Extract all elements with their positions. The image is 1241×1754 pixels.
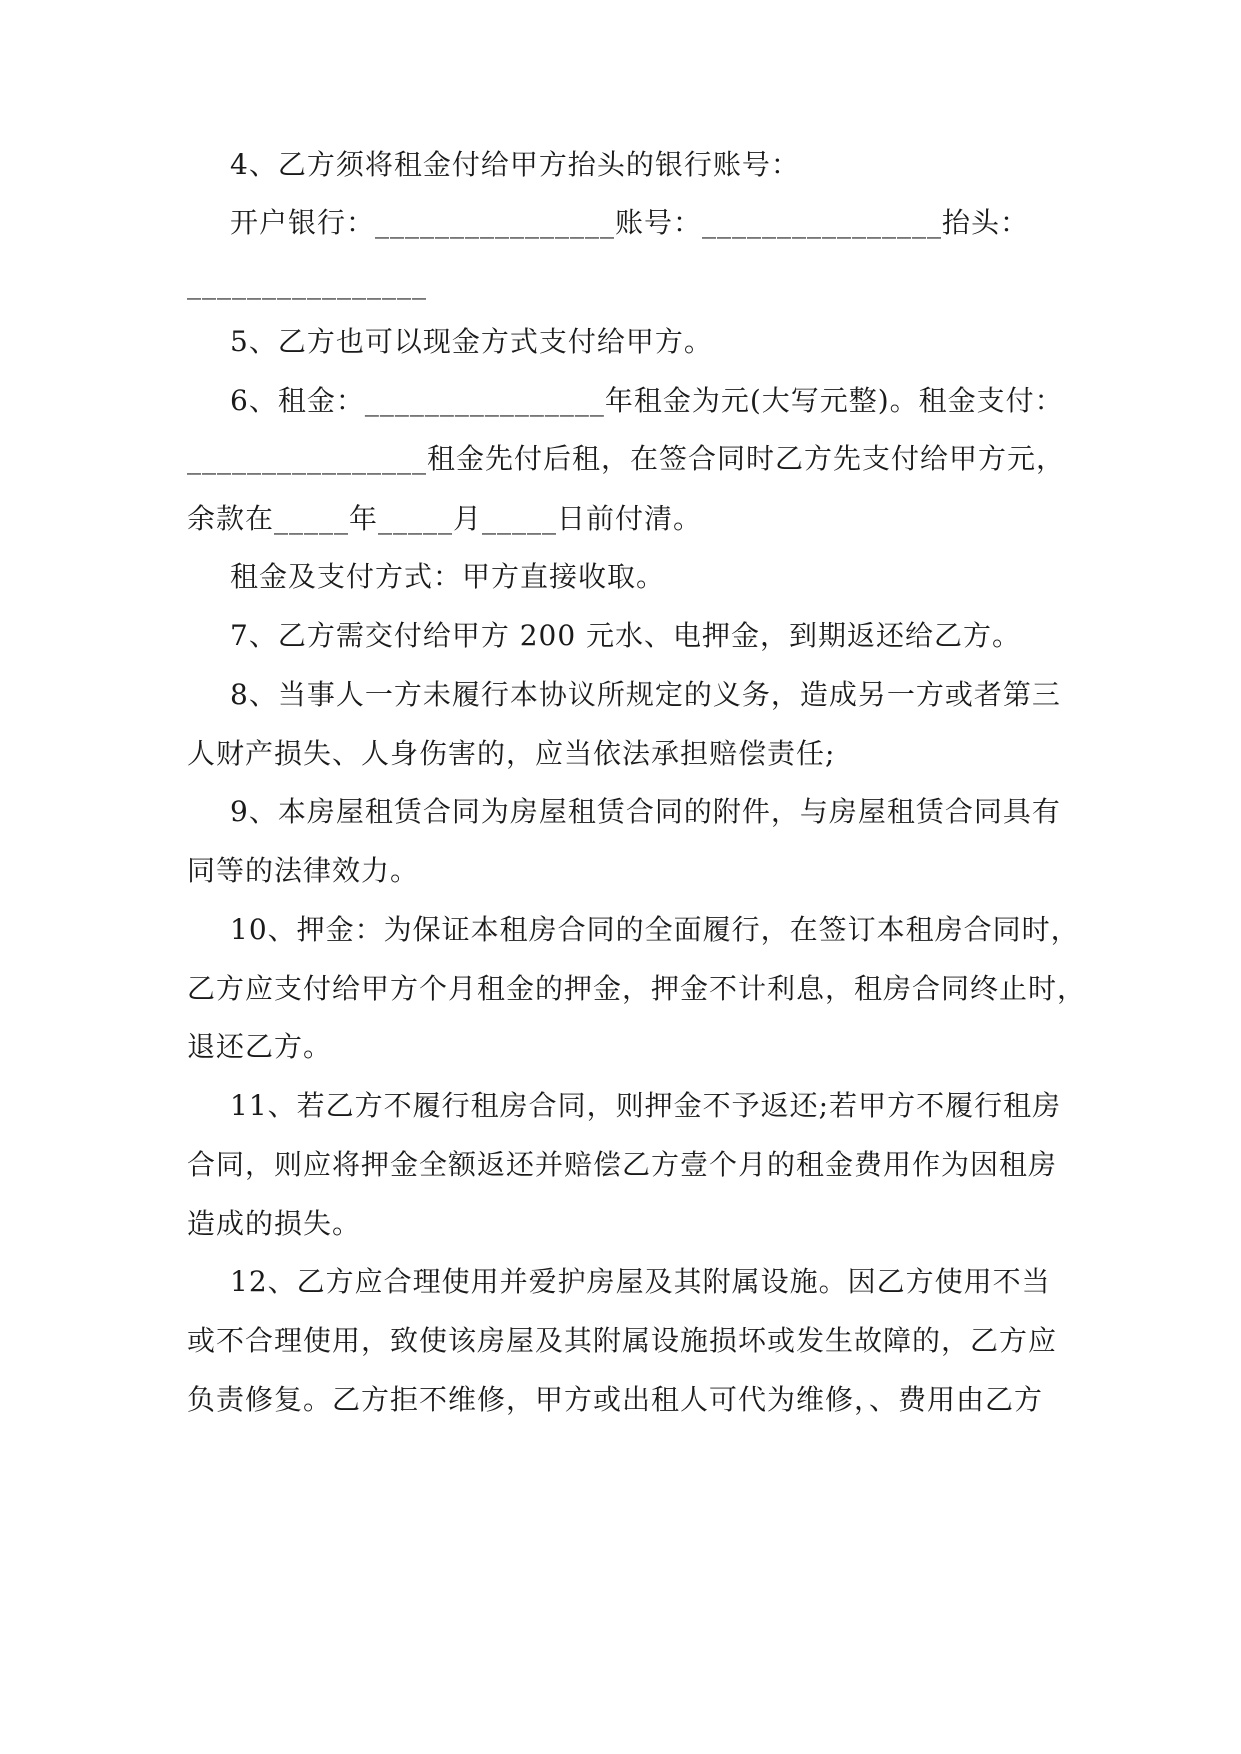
text-line: 7、乙方需交付给甲方 200 元水、电押金，到期返还给乙方。	[230, 619, 1022, 652]
text-line: ________________租金先付后租，在签合同时乙方先支付给甲方元，	[187, 442, 1066, 475]
text-line: 8、当事人一方未履行本协议所规定的义务，造成另一方或者第三	[230, 678, 1061, 711]
text-line: 造成的损失。	[187, 1207, 362, 1240]
text-line: 10、押金：为保证本租房合同的全面履行，在签订本租房合同时，	[230, 913, 1080, 946]
text-line: ________________	[187, 267, 427, 300]
text-line: 同等的法律效力。	[187, 854, 420, 887]
text-line: 12、乙方应合理使用并爱护房屋及其附属设施。因乙方使用不当	[230, 1265, 1051, 1298]
text-line: 6、租金：________________年租金为元(大写元整)。租金支付：	[230, 384, 1064, 417]
text-line: 4、乙方须将租金付给甲方抬头的银行账号：	[230, 148, 800, 181]
text-line: 人财产损失、人身伤害的，应当依法承担赔偿责任;	[187, 737, 836, 770]
text-line: 租金及支付方式：甲方直接收取。	[230, 560, 666, 593]
text-line: 9、本房屋租赁合同为房屋租赁合同的附件，与房屋租赁合同具有	[230, 795, 1061, 828]
text-line: 合同，则应将押金全额返还并赔偿乙方壹个月的租金费用作为因租房	[187, 1148, 1058, 1181]
text-line: 11、若乙方不履行租房合同，则押金不予返还;若甲方不履行租房	[230, 1089, 1062, 1122]
text-line: 开户银行：________________账号：________________抬头：	[230, 206, 1030, 239]
text-line: 或不合理使用，致使该房屋及其附属设施损坏或发生故障的，乙方应	[187, 1324, 1058, 1357]
text-line: 乙方应支付给甲方个月租金的押金，押金不计利息，租房合同终止时，	[187, 972, 1087, 1005]
text-line: 5、乙方也可以现金方式支付给甲方。	[230, 325, 713, 358]
text-line: 余款在_____年_____月_____日前付清。	[187, 502, 703, 535]
text-line: 退还乙方。	[187, 1030, 333, 1063]
text-line: 负责修复。乙方拒不维修，甲方或出租人可代为维修，、费用由乙方	[187, 1383, 1044, 1416]
